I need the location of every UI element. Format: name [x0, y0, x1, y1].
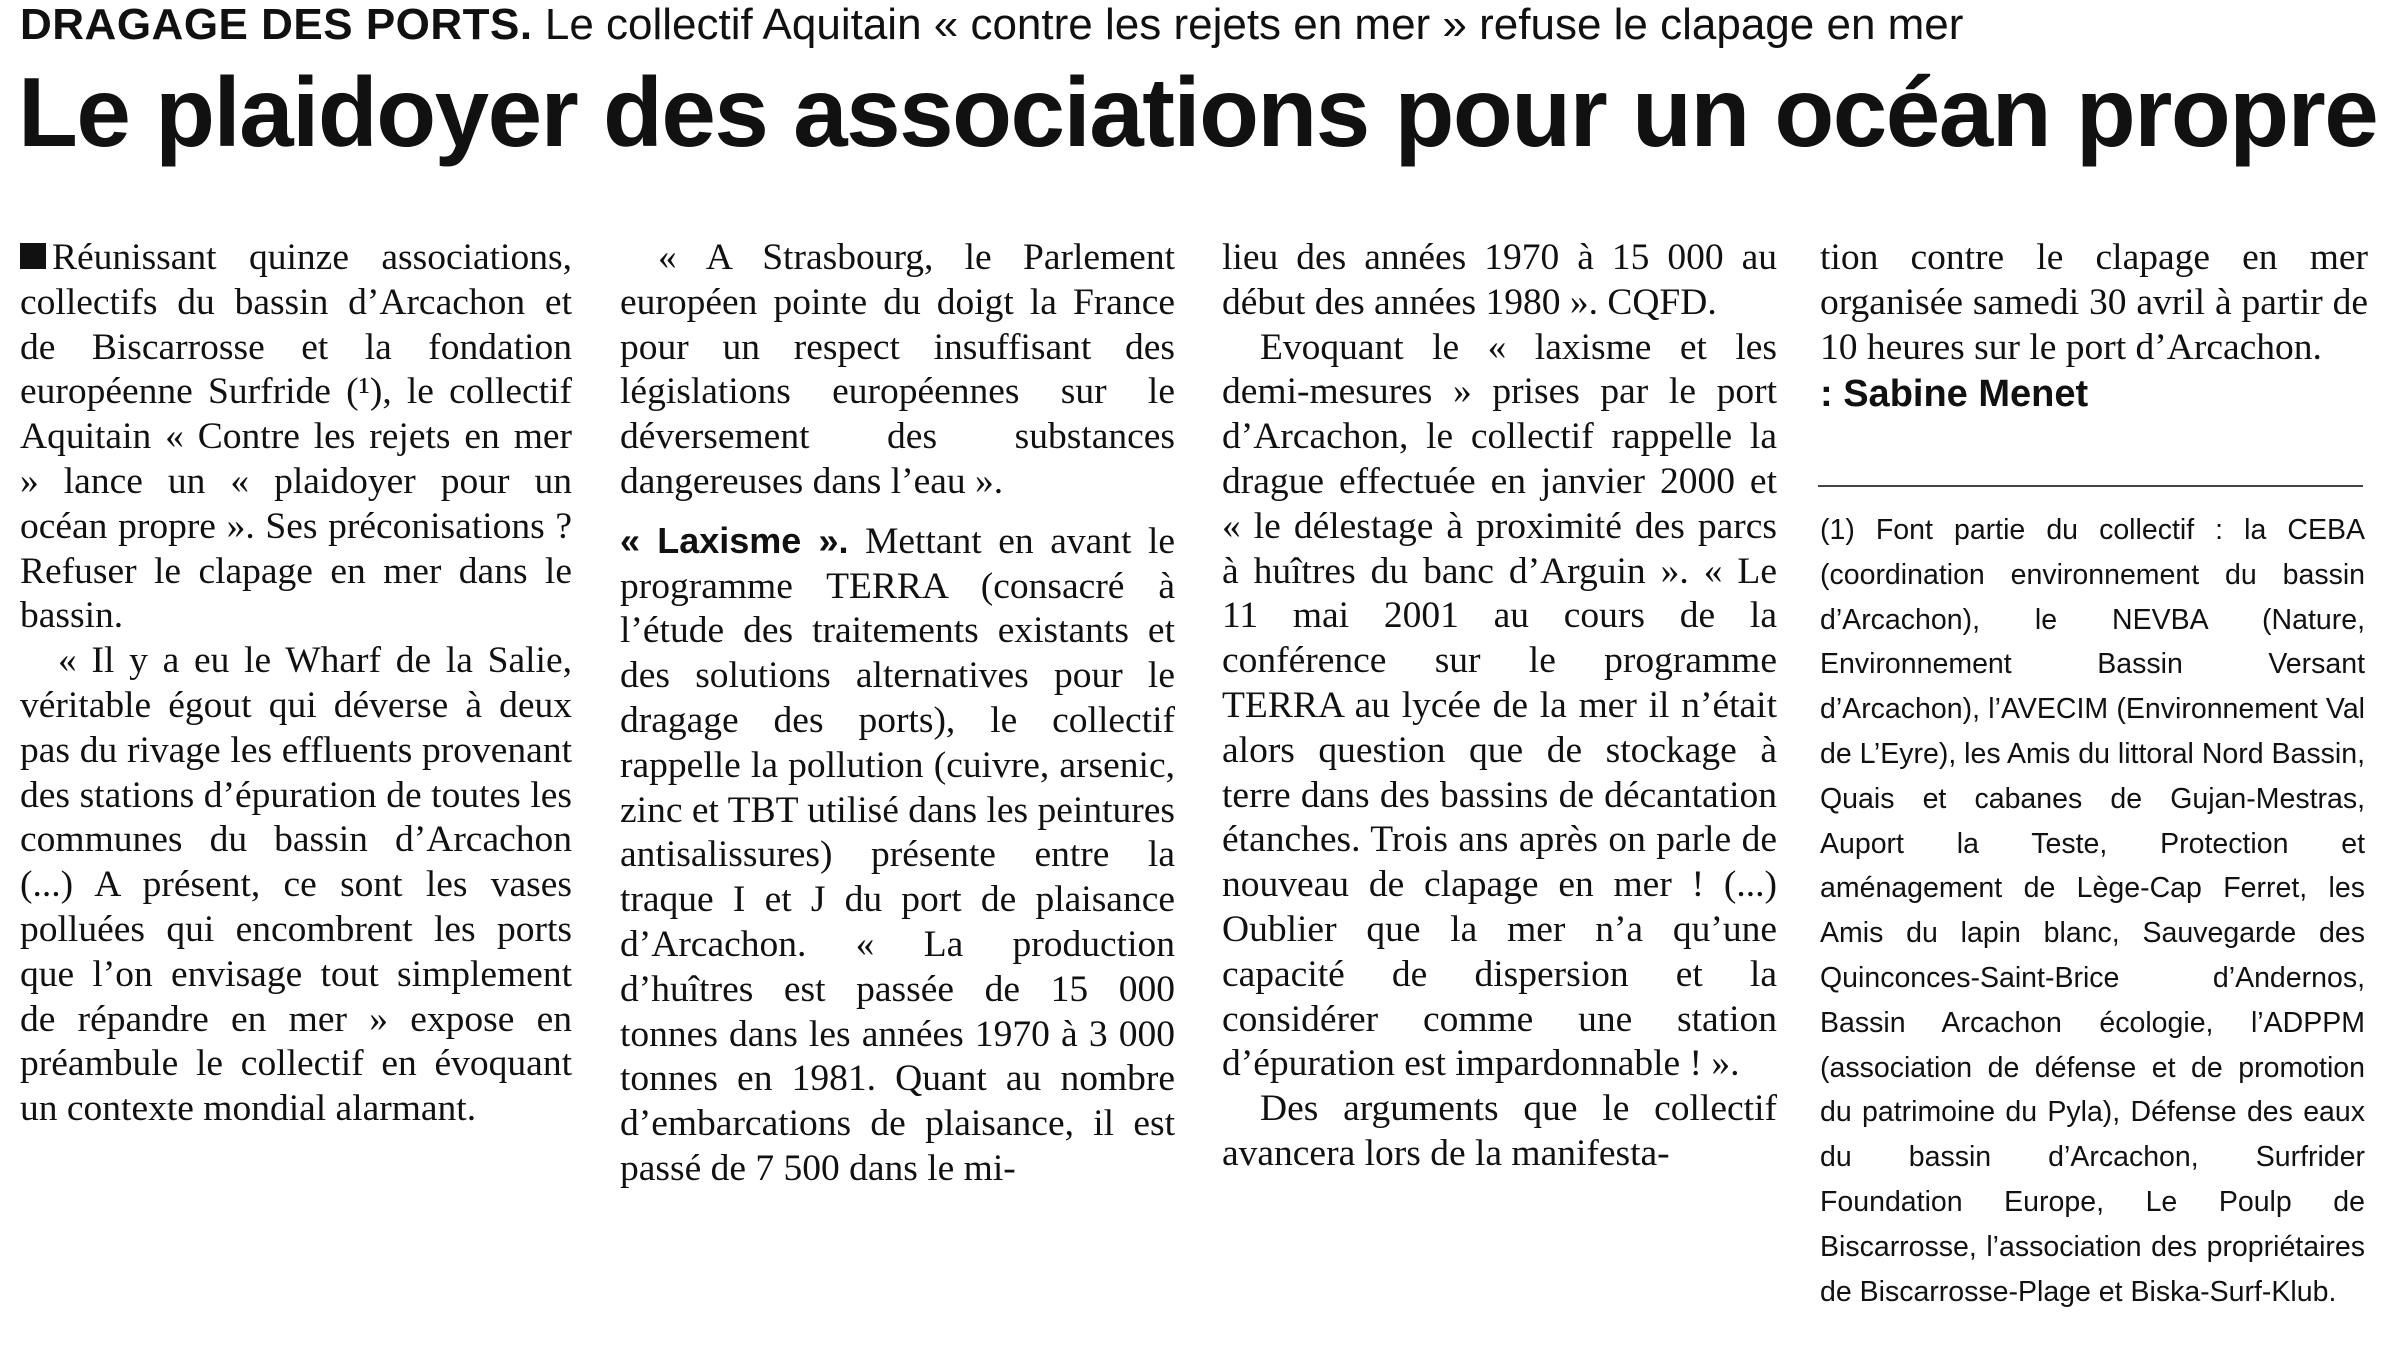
- headline: Le plaidoyer des associations pour un océan propre: [18, 57, 2378, 167]
- section-spacer: [620, 505, 1175, 519]
- col3-paragraph-0: lieu des années 1970 à 15 000 au début des années 1980 ». CQFD.: [1222, 237, 1777, 323]
- section-lead: « Laxisme ».: [620, 519, 849, 561]
- column-1: [20, 236, 572, 1132]
- col1-paragraph-2: « Il y a eu le Wharf de la Salie, véritable égout qui déverse à deux pas du rivage les effluents provenant des stations d’épuration de toutes les communes du bassin d’Arcachon (...) A présent, ce sont les vases polluées qui encombrent les ports que l’on envisage tout simplement de répandre en mer » expose en préambule le collectif en évoquant un contexte mondial alarmant.: [20, 640, 572, 1130]
- col1-paragraph-1-text: Réunissant quinze associations, collectifs du bassin d’Arcachon et de Biscarrosse et la fondation européenne Surfride (¹), le collectif Aquitain « Contre les rejets en mer » lance un « plaidoyer pour un océan propre ». Ses préconisations ? Refuser le clapage en mer dans le bassin.: [20, 237, 572, 637]
- kicker-line: [20, 0, 2360, 50]
- column-4: [1820, 236, 2368, 418]
- col3-paragraph-1: Evoquant le « laxisme et les demi-mesures » prises par le port d’Arcachon, le collectif rappelle la drague effectuée en janvier 2000 et « le délestage à proximité des parcs à huîtres du banc d’Arguin ». « Le 11 mai 2001 au cours de la conférence sur le programme TERRA au lycée de la mer il n’était alors question que de stockage à terre dans des bassins de décantation étanches. Trois ans après on parle de nouveau de clapage en mer ! (...) Oublier que la mer n’a qu’une capacité de dispersion et la considérer comme une station d’épuration est impardonnable ! ».: [1222, 326, 1777, 1085]
- byline: : Sabine Menet: [1820, 373, 2089, 416]
- column-2: [620, 236, 1175, 1192]
- rubric: DRAGAGE DES PORTS.: [20, 0, 533, 49]
- col2-paragraph-2-text: Mettant en avant le programme TERRA (consacré à l’étude des traitements existants et des solutions alternatives pour le dragage des ports), le collectif rappelle la pollution (cuivre, arsenic, zinc et TBT utilisé dans les peintures antisalissures) présente entre la traque I et J du port de plaisance d’Arcachon. « La production d’huîtres est passée de 15 000 tonnes dans les années 1970 à 3 000 tonnes en 1981. Quant au nombre d’embarcations de plaisance, il est passé de 7 500 dans le mi-: [620, 520, 1176, 1189]
- footnote: [1820, 508, 2365, 1314]
- col2-paragraph-2: [620, 519, 1175, 1192]
- lead-square-icon: [20, 243, 46, 269]
- column-3: [1222, 236, 1777, 1177]
- col2-paragraph-1: « A Strasbourg, le Parlement européen pointe du doigt la France pour un respect insuffisant des législations européennes sur le déversement des substances dangereuses dans l’eau ».: [620, 237, 1175, 502]
- col1-paragraph-1: [20, 236, 572, 639]
- footnote-text: (1) Font partie du collectif : la CEBA (coordination environnement du bassin d’Arcachon), le NEVBA (Nature, Environnement Bassin Versant d’Arcachon), l’AVECIM (Environnement Val de L’Eyre), les Amis du littoral Nord Bassin, Quais et cabanes de Gujan-Mestras, Auport la Teste, Protection et aménagement de Lège-Cap Ferret, les Amis du lapin blanc, Sauvegarde des Quinconces-Saint-Brice d’Andernos, Bassin Arcachon écologie, l’ADPPM (association de défense et de promotion du patrimoine du Pyla), Défense des eaux du bassin d’Arcachon, Surfrider Foundation Europe, Le Poulp de Biscarrosse, l’association des propriétaires de Biscarrosse-Plage et Biska-Surf-Klub.: [1820, 514, 2365, 1308]
- kicker-subtitle: Le collectif Aquitain « contre les rejets en mer » refuse le clapage en mer: [544, 0, 1964, 49]
- col4-paragraph-0: tion contre le clapage en mer organisée samedi 30 avril à partir de 10 heures sur le port d’Arcachon.: [1820, 237, 2368, 368]
- col3-paragraph-2: Des arguments que le collectif avancera lors de la manifesta-: [1222, 1088, 1777, 1174]
- footnote-divider: [1818, 485, 2363, 487]
